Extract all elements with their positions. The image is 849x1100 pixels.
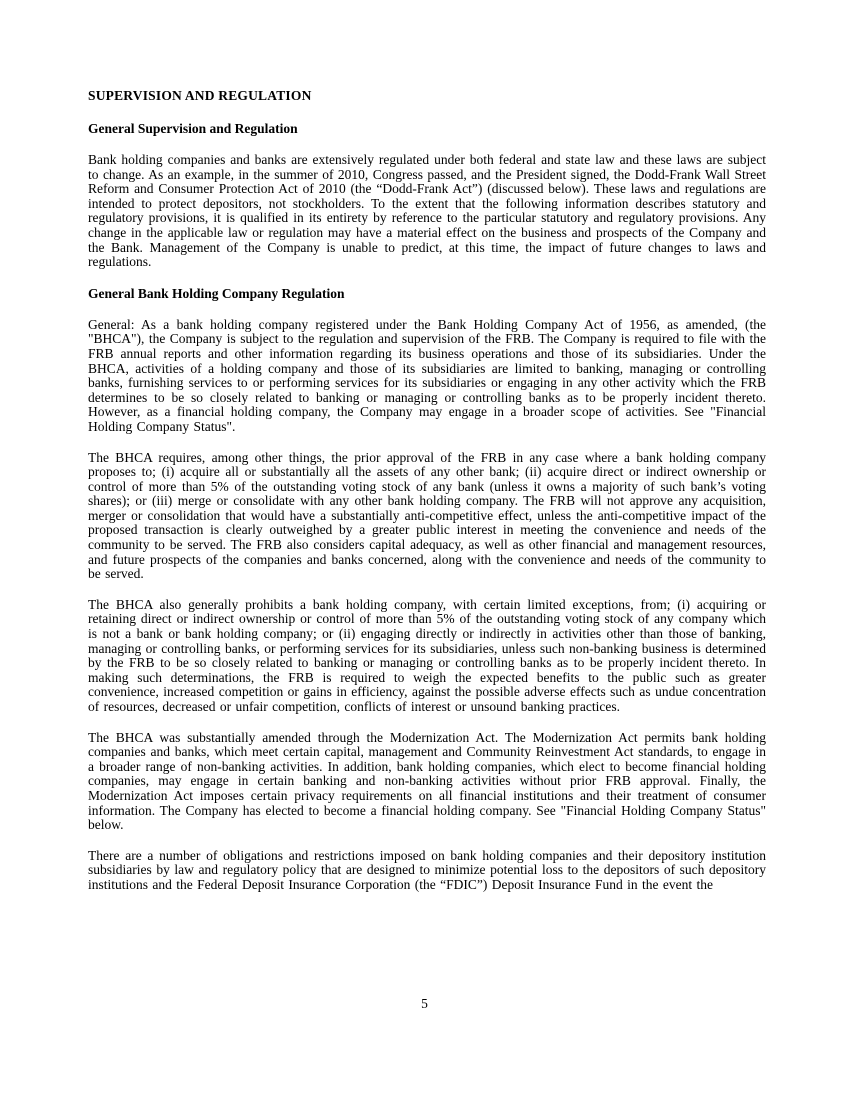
section-title: SUPERVISION AND REGULATION <box>88 88 312 103</box>
paragraph-bhca-general: General: As a bank holding company registered under the Bank Holding Company Act of 1956, as amended, (the "BHCA"), the Company is subject to the regulation and supervision of the FRB. The Company is required to file with the FRB annual reports and other information regarding its business operations and those of its subsidiaries. Under the BHCA, activities of a holding company and those of its subsidiaries are limited to banking, managing or controlling banks, furnishing services to or performing services for its subsidiaries or engaging in any other activity which the FRB determines to be so closely related to banking or managing or controlling banks as to be properly incident thereto. However, as a financial holding company, the Company may engage in a broader scope of activities. See "Financial Holding Company Status". <box>88 316 766 434</box>
paragraph-modernization-act: The BHCA was substantially amended through the Modernization Act. The Modernization Act permits bank holding companies and banks, which meet certain capital, management and Community Reinvestment Act standards, to engage in a broader range of non-banking activities. In addition, bank holding companies, which elect to become financial holding companies, may engage in certain banking and non-banking activities without prior FRB approval. Finally, the Modernization Act imposes certain privacy requirements on all financial institutions and their treatment of consumer information. The Company has elected to become a financial holding company. See "Financial Holding Company Status" below. <box>88 729 766 833</box>
paragraph-obligations-restrictions: There are a number of obligations and restrictions imposed on bank holding companies and their depository institution subsidiaries by law and regulatory policy that are designed to minimize potential loss to the depositors of such depository institutions and the Federal Deposit Insurance Corporation (the “FDIC”) Deposit Insurance Fund in the event the <box>88 847 766 892</box>
paragraph-bhca-requires: The BHCA requires, among other things, the prior approval of the FRB in any case where a bank holding company proposes to; (i) acquire all or substantially all the assets of any other bank; (ii) acquire direct or indirect ownership or control of more than 5% of the outstanding voting stock of any bank (unless it owns a majority of such bank’s voting shares); or (iii) merge or consolidate with any other bank holding company. The FRB will not approve any acquisition, merger or consolidation that would have a substantially anti-competitive effect, unless the anti-competitive impact of the proposed transaction is clearly outweighed by a greater public interest in meeting the convenience and needs of the community to be served. The FRB also considers capital adequacy, as well as other financial and management resources, and future prospects of the companies and banks concerned, along with the convenience and needs of the community to be served. <box>88 449 766 582</box>
subsection-heading-general-supervision: General Supervision and Regulation <box>88 121 298 136</box>
paragraph-general-supervision: Bank holding companies and banks are extensively regulated under both federal and state law and these laws are subject to change. As an example, in the summer of 2010, Congress passed, and the President signed, the Dodd-Frank Wall Street Reform and Consumer Protection Act of 2010 (the “Dodd-Frank Act”) (discussed below). These laws and regulations are intended to protect depositors, not stockholders. To the extent that the following information describes statutory and regulatory provisions, it is qualified in its entirety by reference to the particular statutory and regulatory provisions. Any change in the applicable law or regulation may have a material effect on the business and prospects of the Company and the Bank. Management of the Company is unable to predict, at this time, the impact of future changes to laws and regulations. <box>88 152 766 270</box>
subsection-heading-bank-holding-regulation: General Bank Holding Company Regulation <box>88 285 345 301</box>
document-content <box>88 88 766 909</box>
page-number: 5 <box>421 996 428 1011</box>
paragraph-bhca-prohibits: The BHCA also generally prohibits a bank holding company, with certain limited exceptions, from; (i) acquiring or retaining direct or indirect ownership or control of more than 5% of the outstanding voting stock of any company which is not a bank or bank holding company; or (ii) engaging directly or indirectly in activities other than those of banking, managing or controlling banks, or performing services for its subsidiaries, unless such non-banking business is determined by the FRB to be so closely related to banking or managing or controlling banks as to be properly incident thereto. In making such determinations, the FRB is required to weigh the expected benefits to the public such as greater convenience, increased competition or gains in efficiency, against the possible adverse effects such as undue concentration of resources, decreased or unfair competition, conflicts of interest or unsound banking practices. <box>88 596 766 714</box>
